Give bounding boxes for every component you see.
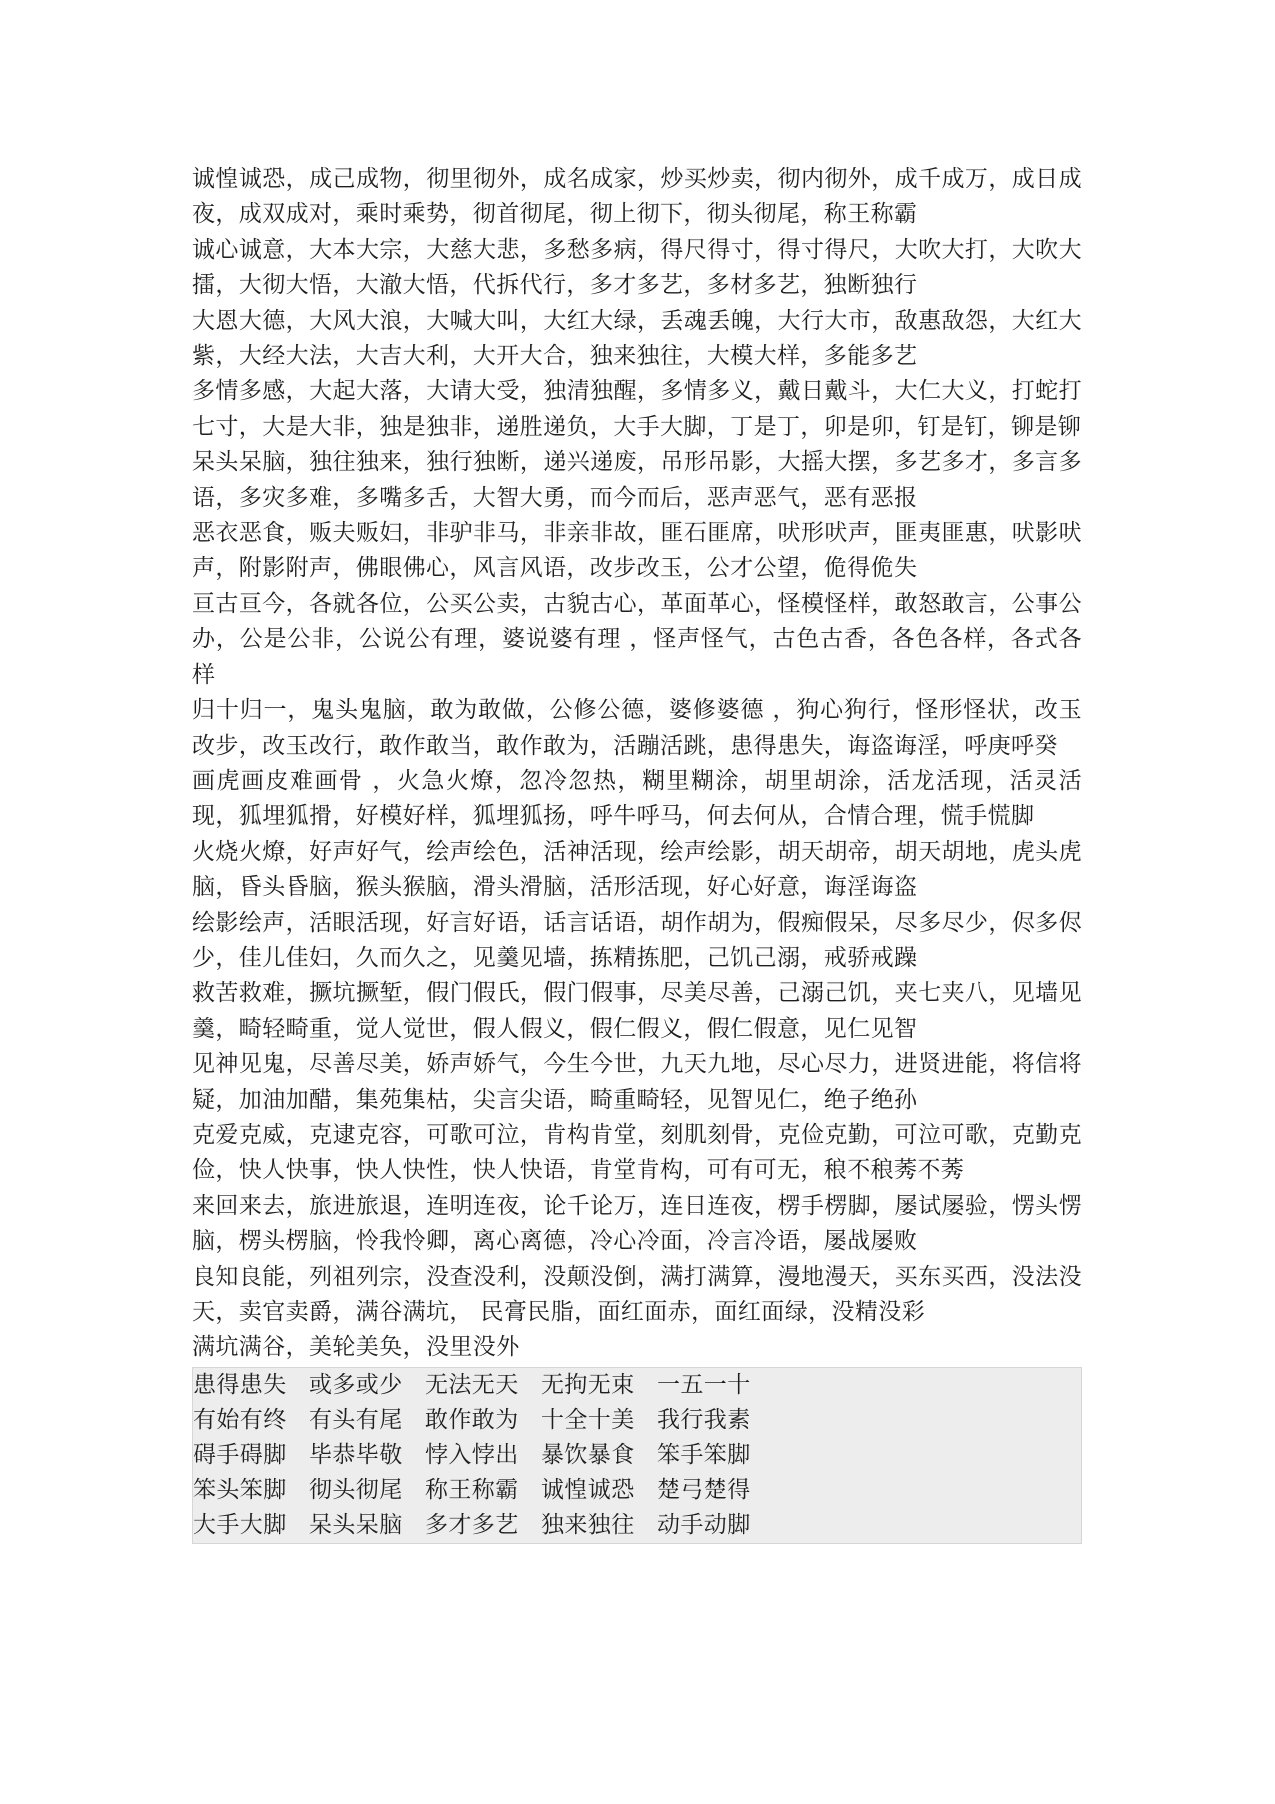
grid-cell: 称王称霸 — [425, 1476, 519, 1503]
grid-row — [193, 1473, 1081, 1508]
paragraph: 见神见鬼，尽善尽美，娇声娇气，今生今世，九天九地，尽心尽力，进贤进能，将信将疑，加油加醋，集苑集枯，尖言尖语，畸重畸轻，见智见仁，绝子绝孙 — [192, 1051, 1082, 1113]
grid-cell: 有头有尾 — [309, 1406, 403, 1433]
paragraph: 归十归一，鬼头鬼脑，敢为敢做，公修公德，婆修婆德 ，狗心狗行，怪形怪状，改玉改步，改玉改行，敢作敢当，敢作敢为，活蹦活跳，患得患失，诲盗诲淫，呼庚呼癸 — [192, 697, 1082, 759]
grid-cell: 悖入悖出 — [425, 1441, 519, 1468]
paragraph: 良知良能，列祖列宗，没查没利，没颠没倒，满打满算，漫地漫天，买东买西，没法没天，卖官卖爵，满谷满坑， 民膏民脂，面红面赤，面红面绿，没精没彩 — [192, 1263, 1082, 1325]
grid-row — [193, 1403, 1081, 1438]
grid-cell: 或多或少 — [309, 1371, 403, 1398]
paragraph: 绘影绘声，活眼活现，好言好语，话言话语，胡作胡为，假痴假呆，尽多尽少，侭多侭少，佳儿佳妇，久而久之，见羹见墙，拣精拣肥，己饥己溺，戒骄戒躁 — [192, 909, 1082, 971]
paragraph: 呆头呆脑，独往独来，独行独断，递兴递废，吊形吊影，大摇大摆，多艺多才，多言多语，多灾多难，多嘴多舌，大智大勇，而今而后，恶声恶气，恶有恶报 — [192, 449, 1082, 511]
grid-cell: 诚惶诚恐 — [541, 1476, 635, 1503]
grid-cell: 毕恭毕敬 — [309, 1441, 403, 1468]
paragraph: 救苦救难，撅坑撅堑，假门假氏，假门假事，尽美尽善，己溺己饥，夹七夹八，见墙见羹，畸轻畸重，觉人觉世，假人假义，假仁假义，假仁假意，见仁见智 — [192, 980, 1082, 1042]
idiom-paragraphs — [192, 162, 1082, 1366]
grid-cell: 呆头呆脑 — [309, 1511, 403, 1538]
paragraph: 画虎画皮难画骨 ，火急火燎，忽冷忽热，糊里糊涂，胡里胡涂，活龙活现，活灵活现，狐埋狐搰，好模好样，狐埋狐扬，呼牛呼马，何去何从，合情合理，慌手慌脚 — [192, 767, 1082, 830]
paragraph: 克爱克威，克逮克容，可歌可泣，肯构肯堂，刻肌刻骨，克俭克勤，可泣可歌，克勤克俭，快人快事，快人快性，快人快语，肯堂肯构，可有可无，稂不稂莠不莠 — [192, 1121, 1082, 1184]
grid-cell: 独来独往 — [541, 1511, 635, 1538]
grid-cell: 一五一十 — [657, 1371, 751, 1398]
paragraph: 亘古亘今，各就各位，公买公卖，古貌古心，革面革心，怪模怪样，敢怒敢言，公事公办，公是公非，公说公有理，婆说婆有理 ，怪声怪气，古色古香，各色各样，各式各样 — [192, 590, 1082, 688]
grid-cell: 有始有终 — [193, 1406, 287, 1433]
paragraph: 火烧火燎，好声好气，绘声绘色，活神活现，绘声绘影，胡天胡帝，胡天胡地，虎头虎脑，昏头昏脑，猴头猴脑，滑头滑脑，活形活现，好心好意，诲淫诲盗 — [192, 838, 1082, 901]
grid-cell: 无拘无束 — [541, 1371, 635, 1398]
paragraph: 诚心诚意，大本大宗，大慈大悲，多愁多病，得尺得寸，得寸得尺，大吹大打，大吹大擂，大彻大悟，大澈大悟，代拆代行，多才多艺，多材多艺，独断独行 — [192, 236, 1082, 299]
grid-cell: 彻头彻尾 — [309, 1476, 403, 1503]
grid-cell: 敢作敢为 — [425, 1406, 519, 1433]
idiom-grid — [192, 1367, 1082, 1544]
grid-cell: 十全十美 — [541, 1406, 635, 1433]
grid-cell: 笨手笨脚 — [657, 1441, 751, 1468]
grid-row — [193, 1368, 1081, 1403]
grid-cell: 碍手碍脚 — [193, 1441, 287, 1468]
grid-cell: 大手大脚 — [193, 1511, 287, 1538]
grid-cell: 我行我素 — [657, 1406, 751, 1433]
paragraph: 多情多感，大起大落，大请大受，独清独醒，多情多义，戴日戴斗，大仁大义，打蛇打七寸，大是大非，独是独非，递胜递负，大手大脚，丁是丁，卯是卯，钉是钉，铆是铆 — [192, 378, 1082, 440]
grid-cell: 动手动脚 — [657, 1511, 751, 1538]
grid-row — [193, 1508, 1081, 1543]
paragraph: 大恩大德，大风大浪，大喊大叫，大红大绿，丢魂丢魄，大行大市，敌惠敌怨，大红大紫，大经大法，大吉大利，大开大合，独来独往，大模大样，多能多艺 — [192, 307, 1082, 370]
grid-cell: 暴饮暴食 — [541, 1441, 635, 1468]
grid-cell: 患得患失 — [193, 1371, 287, 1398]
paragraph: 恶衣恶食，贩夫贩妇，非驴非马，非亲非故，匪石匪席，吠形吠声，匪夷匪惠，吠影吠声，附影附声，佛眼佛心，风言风语，改步改玉，公才公望，佹得佹失 — [192, 520, 1082, 582]
grid-cell: 多才多艺 — [425, 1511, 519, 1538]
paragraph: 来回来去，旅进旅退，连明连夜，论千论万，连日连夜，楞手楞脚，屡试屡验，愣头愣脑，楞头楞脑，怜我怜卿，离心离德，冷心冷面，冷言冷语，屡战屡败 — [192, 1192, 1082, 1255]
grid-cell: 楚弓楚得 — [657, 1476, 751, 1503]
grid-cell: 无法无天 — [425, 1371, 519, 1398]
grid-cell: 笨头笨脚 — [193, 1476, 287, 1503]
paragraph: 诚惶诚恐，成己成物，彻里彻外，成名成家，炒买炒卖，彻内彻外，成千成万，成日成夜，成双成对，乘时乘势，彻首彻尾，彻上彻下，彻头彻尾，称王称霸 — [192, 166, 1082, 228]
grid-row — [193, 1438, 1081, 1473]
document-body — [192, 162, 1082, 1544]
paragraph: 满坑满谷，美轮美奂，没里没外 — [192, 1334, 520, 1361]
